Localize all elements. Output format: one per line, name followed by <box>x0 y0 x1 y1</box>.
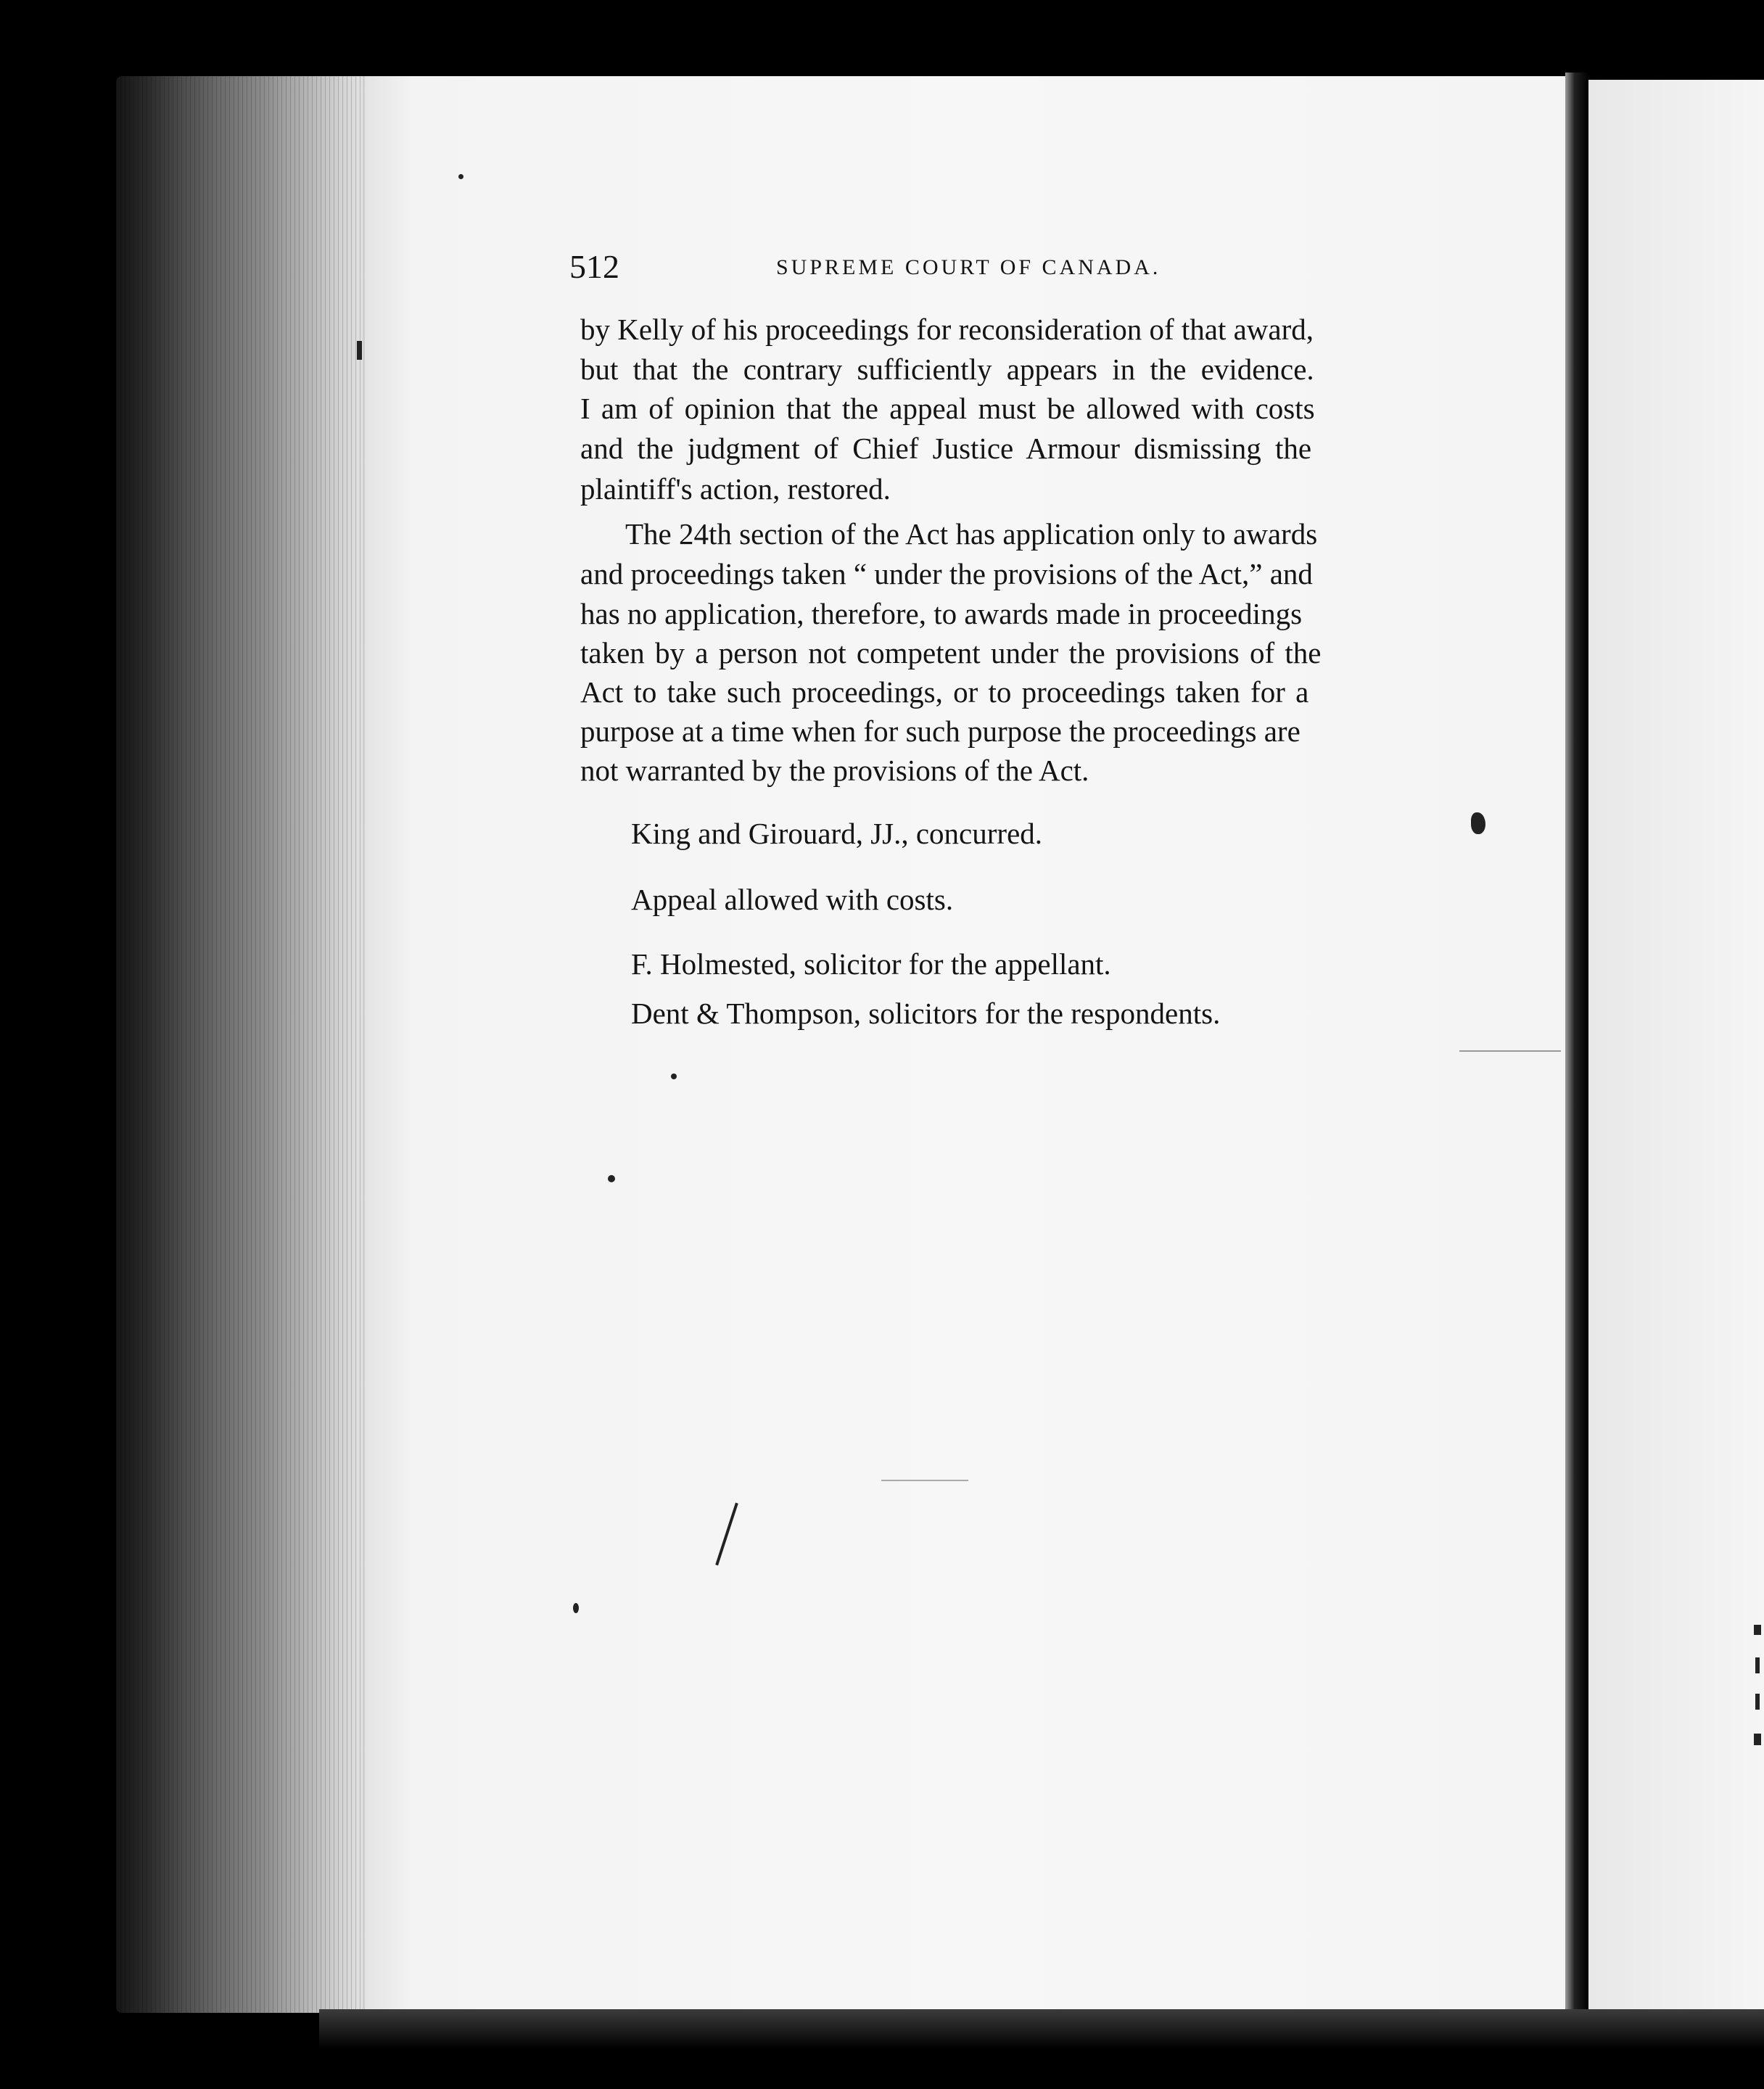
margin-mark <box>357 341 362 360</box>
paragraph-line: purpose at a time when for such purpose the proceedings are <box>580 714 1301 748</box>
dust-speck <box>573 1603 579 1613</box>
paragraph-line: I am of opinion that the appeal must be allowed with costs <box>580 392 1315 425</box>
solicitor-appellant-line: F. Holmested, solicitor for the appellant. <box>631 947 1111 981</box>
solicitor-respondents-line: Dent & Thompson, solicitors for the respondents. <box>631 997 1221 1030</box>
facing-page-mark <box>1755 1657 1760 1673</box>
facing-page-edge <box>1588 80 1764 2009</box>
faint-rule <box>881 1480 968 1481</box>
paragraph-line: The 24th section of the Act has application only to awards <box>625 517 1318 551</box>
page-number: 512 <box>569 248 619 285</box>
dust-speck <box>608 1175 615 1182</box>
facing-page-mark <box>1755 1694 1760 1710</box>
paragraph-line: and proceedings taken “ under the provisions of the Act,” and <box>580 557 1313 590</box>
bottom-shadow <box>319 2009 1764 2089</box>
paragraph-line: Act to take such proceedings, or to proceedings taken for a <box>580 675 1309 709</box>
disposition-line: Appeal allowed with costs. <box>631 883 954 916</box>
dust-speck <box>671 1074 677 1079</box>
facing-page-mark <box>1754 1625 1761 1635</box>
running-head-title: SUPREME COURT OF CANADA. <box>776 255 1161 279</box>
paragraph-line: by Kelly of his proceedings for reconsideration of that award, <box>580 313 1314 346</box>
paragraph-line: not warranted by the provisions of the Act. <box>580 754 1089 787</box>
ink-blot <box>1471 812 1485 834</box>
dust-speck <box>458 174 463 179</box>
paragraph-line: taken by a person not competent under the provisions of the <box>580 636 1322 669</box>
book-gutter <box>1565 73 1588 2016</box>
paragraph-line: and the judgment of Chief Justice Armour dismissing the <box>580 432 1312 465</box>
paragraph-line: plaintiff's action, restored. <box>580 472 891 506</box>
paragraph-line: has no application, therefore, to awards made in proceedings <box>580 597 1303 630</box>
concurrence-line: King and Girouard, JJ., concurred. <box>631 817 1043 850</box>
faint-rule <box>1459 1050 1561 1052</box>
facing-page-mark <box>1754 1734 1761 1745</box>
paragraph-line: but that the contrary sufficiently appears in the evidence. <box>580 353 1314 386</box>
book-page-edges <box>116 76 370 2013</box>
